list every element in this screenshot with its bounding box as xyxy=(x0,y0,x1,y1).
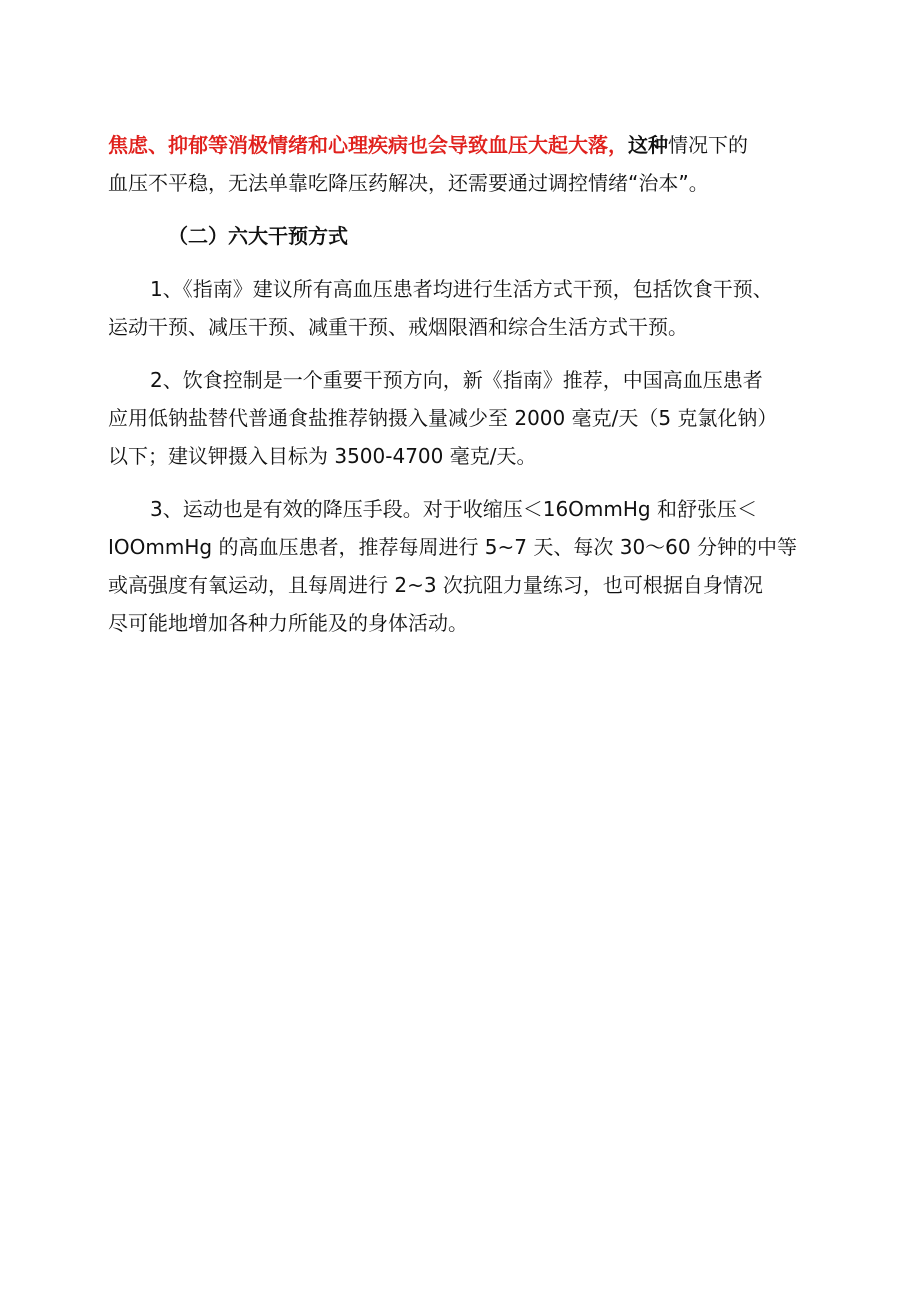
spacer xyxy=(108,255,820,270)
intro-paragraph-line-2: 血压不平稳，无法单靠吃降压药解决，还需要通过调控情绪“治本”。 xyxy=(108,171,709,195)
item-2-line-2: 应用低钠盐替代普通食盐推荐钠摄入量减少至 2000 毫克/天（5 克氯化钠） xyxy=(108,406,778,430)
item-3-line-3: 或高强度有氧运动，且每周进行 2~3 次抗阻力量练习，也可根据自身情况 xyxy=(108,573,763,597)
item-3-line-2: IOOmmHg 的高血压患者，推荐每周进行 5~7 天、每次 30～60 分钟的中等 xyxy=(108,535,797,559)
item-2-line-3: 以下；建议钾摄入目标为 3500-4700 毫克/天。 xyxy=(108,444,537,468)
spacer xyxy=(108,475,820,490)
item-3-line-1: 3、运动也是有效的降压手段。对于收缩压＜16OmmHg 和舒张压＜ xyxy=(150,497,757,521)
item-3-line-4: 尽可能地增加各种力所能及的身体活动。 xyxy=(108,611,468,635)
spacer xyxy=(108,346,820,361)
section-heading: （二）六大干预方式 xyxy=(168,224,348,248)
intro-paragraph-line-1 xyxy=(108,126,820,164)
intro-emphasis-red: 焦虑、抑郁等消极情绪和心理疾病也会导致血压大起大落， xyxy=(108,133,628,157)
item-2-line-1: 2、饮食控制是一个重要干预方向，新《指南》推荐，中国高血压患者 xyxy=(150,368,763,392)
intro-emphasis-bold: 这种 xyxy=(628,133,668,157)
item-1-line-1: 1、《指南》建议所有高血压患者均进行生活方式干预，包括饮食干预、 xyxy=(150,277,773,301)
spacer xyxy=(108,202,820,217)
document-body xyxy=(108,126,820,642)
item-1-line-2: 运动干预、减压干预、减重干预、戒烟限酒和综合生活方式干预。 xyxy=(108,315,688,339)
intro-line-1-rest: 情况下的 xyxy=(668,133,748,157)
